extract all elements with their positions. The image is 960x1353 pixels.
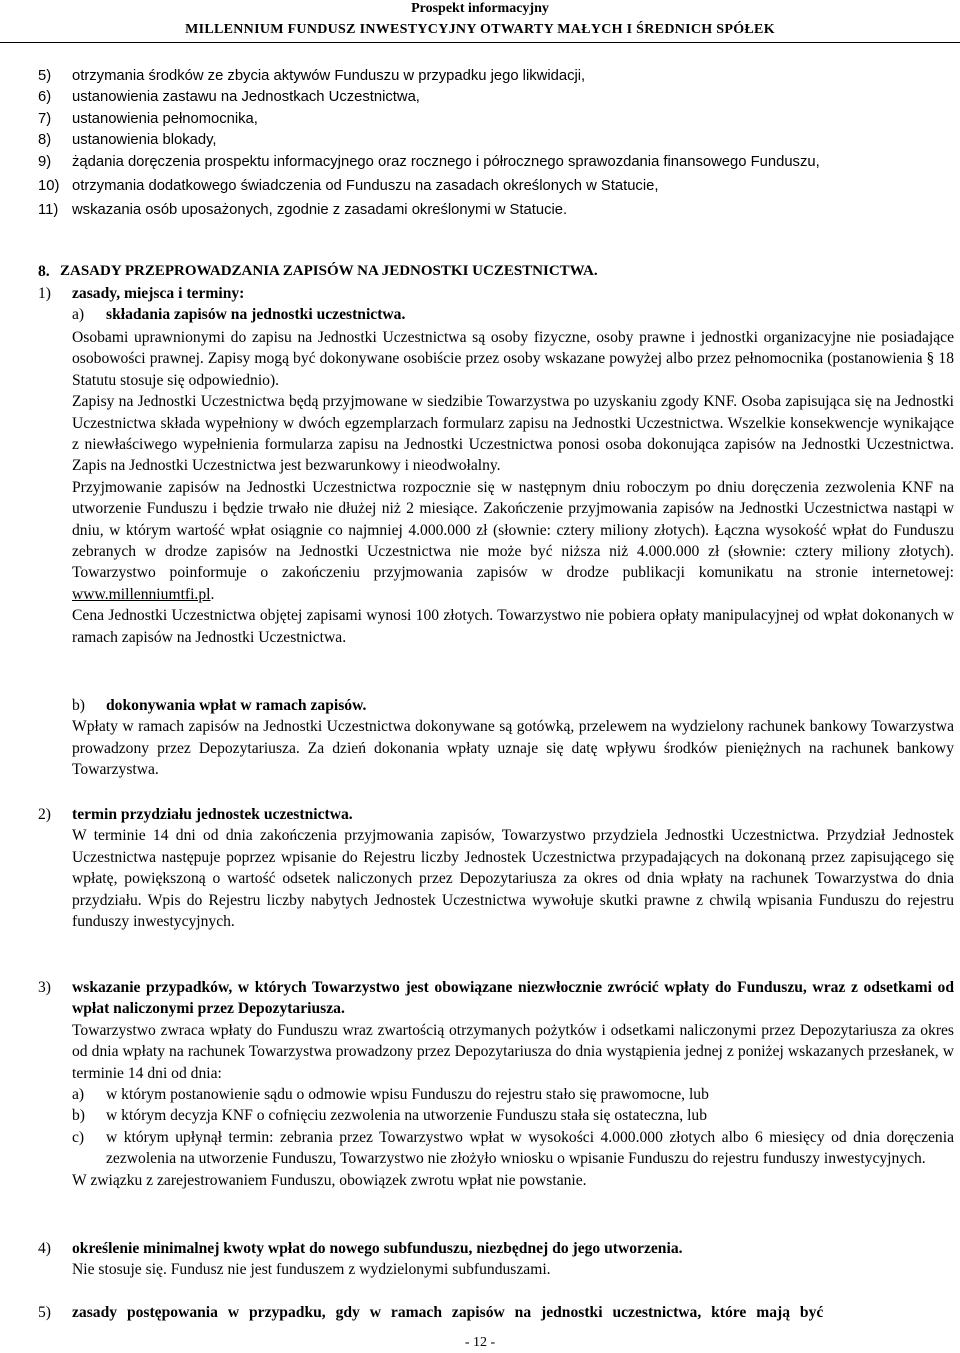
section-8-heading (0, 261, 960, 282)
item-3-title: wskazanie przypadków, w których Towarzystwo jest obowiązane niezwłocznie zwrócić wpłaty do Funduszu, wraz z odsetkami od wpłat naliczonymi przez Depozytariusza. (72, 979, 954, 1018)
rights-list (0, 66, 960, 221)
website-link[interactable]: www.millenniumtfi.pl (72, 585, 211, 603)
list-item: 8) ustanowienia blokady, (38, 132, 217, 149)
list-item: 6) ustanowienia zastawu na Jednostkach Uczestnictwa, (38, 89, 420, 106)
item-2: 2) termin przydziału jednostek uczestnictwa. W terminie 14 dni od dnia zakończenia przyjmowania zapisów, Towarzystwo przydziela Jednostki Uczestnictwa. Przydział Jednostek Uczestnictwa następuje poprzez wpisanie do Rejestru liczby Jednostek Uczestnictwa przypadających na dokonaną przez zapisującego się wpłatę, powiększoną o wartość odsetek naliczonych przez Depozytariusza za okres od dnia wpłaty na rachunek Towarzystwa do dnia przydziału. Wpis do Rejestru liczby nabytych Jednostek Uczestnictwa wywołuje skutki prawne z chwilą wpisania Funduszu do rejestru funduszy inwestycyjnych. (0, 804, 960, 932)
list-item: 10) otrzymania dodatkowego świadczenia od Funduszu na zasadach określonych w Statucie, (38, 177, 659, 194)
item-3: 3) wskazanie przypadków, w których Towarzystwo jest obowiązane niezwłocznie zwrócić wpłaty do Funduszu, wraz z odsetkami od wpłat naliczonymi przez Depozytariusza. Towarzystwo zwraca wpłaty do Funduszu wraz zwartością otrzymanych pożytków i odsetkami naliczonymi przez Depozytariusza za okres od dnia wpłaty na rachunek Towarzystwa prowadzony przez Depozytariusza do dnia wystąpienia jednej z poniżej wskazanych przesłanek, w terminie 14 dni od dnia: a) w którym postanowienie sądu o odmowie wpisu Funduszu do rejestru stało się prawomocne, lub b) w którym decyzja KNF o cofnięciu zezwolenia na utworzenie Funduszu stała się ostateczna, lub c) w którym upłynął termin: zebrania przez Towarzystwo wpłat w wysokości 4.000.000 złotych albo 6 miesięcy od dnia doręczenia zezwolenia na utworzenie Funduszu, Towarzystwo nie złożyło wniosku o wpisanie Funduszu do rejestru funduszy inwestycyjnych. W związku z zarejestrowaniem Funduszu, obowiązek zwrotu wpłat nie powstanie. (0, 977, 960, 1191)
item-2-title: termin przydziału jednostek uczestnictwa. (72, 806, 353, 823)
item-5: 5) zasady postępowania w przypadku, gdy w ramach zapisów na jednostki uczestnictwa, które mają być (0, 1302, 960, 1323)
section-title: ZASADY PRZEPROWADZANIA ZAPISÓW NA JEDNOSTKI UCZESTNICTWA. (60, 263, 598, 279)
paragraph: W związku z zarejestrowaniem Funduszu, obowiązek zwrotu wpłat nie powstanie. (72, 1171, 587, 1189)
paragraph: Osobami uprawnionymi do zapisu na Jednostki Uczestnictwa są osoby fizyczne, osoby prawne i jednostki organizacyjne nie posiadające osobowości prawnej. Zapisy mogą być dokonywane osobiście przez osoby wskazane powyżej albo przez pełnomocnika (postanowienia § 18 Statutu stosuje się odpowiednio). (72, 329, 954, 389)
list-item: c) w którym upłynął termin: zebrania przez Towarzystwo wpłat w wysokości 4.000.000 złotych albo 6 miesięcy od dnia doręczenia zezwolenia na utworzenie Funduszu, Towarzystwo nie złożyło wniosku o wpisanie Funduszu do rejestru funduszy inwestycyjnych. (72, 1128, 954, 1168)
list-item: 7) ustanowienia pełnomocnika, (38, 110, 258, 127)
section-number: 8. (38, 263, 50, 280)
fund-name: MILLENNIUM FUNDUSZ INWESTYCYJNY OTWARTY MAŁYCH I ŚREDNICH SPÓŁEK (185, 22, 775, 37)
list-item: b) w którym decyzja KNF o cofnięciu zezwolenia na utworzenie Funduszu stała się ostateczna, lub (72, 1107, 708, 1125)
paragraph: Przyjmowanie zapisów na Jednostki Uczestnictwa rozpocznie się w następnym dniu roboczym po dniu doręczenia zezwolenia KNF na utworzenie Funduszu i będzie trwało nie dłużej niż 2 miesiące. Zakończenie przyjmowania zapisów na Jednostki Uczestnictwa nastąpi w dniu, w którym wartość wpłat osiągnie co najmniej 4.000.000 zł (słownie: cztery miliony złotych). Łączna wysokość wpłat do Funduszu zebranych w drodze zapisów na Jednostki Uczestnictwa nie może być niższa niż 4.000.000 zł (słownie: cztery miliony złotych). Towarzystwo poinformuje o zakończeniu przyjmowania zapisów w drodze publikacji komunikatu na stronie internetowej: www.millenniumtfi.pl. (72, 478, 954, 603)
page-header (0, 0, 960, 44)
item-1: 1) zasady, miejsca i terminy: a) składania zapisów na jednostki uczestnictwa. (0, 283, 960, 326)
item-5-title: zasady postępowania w przypadku, gdy w ramach zapisów na jednostki uczestnictwa, które mają być (72, 1304, 824, 1321)
header-rule (0, 42, 960, 43)
item-1b-title: dokonywania wpłat w ramach zapisów. (106, 697, 367, 714)
list-item: a) w którym postanowienie sądu o odmowie wpisu Funduszu do rejestru stało się prawomocne, lub (72, 1086, 709, 1104)
item-1b: b) dokonywania wpłat w ramach zapisów. Wpłaty w ramach zapisów na Jednostki Uczestnictwa dokonywane są gotówką, przelewem na wydzielony rachunek bankowy Towarzystwa prowadzony przez Depozytariusza. Za dzień dokonania wpłaty uznaje się datę wpływu środków pieniężnych na rachunek bankowy Towarzystwa. (0, 695, 960, 781)
paragraph: Nie stosuje się. Fundusz nie jest funduszem z wydzielonymi subfunduszami. (72, 1261, 551, 1279)
item-1a-title: składania zapisów na jednostki uczestnictwa. (106, 306, 406, 324)
list-item: 9) żądania doręczenia prospektu informacyjnego oraz rocznego i półrocznego sprawozdania finansowego Funduszu, (38, 153, 820, 170)
page-number: - 12 - (464, 1335, 496, 1350)
paragraph: Zapisy na Jednostki Uczestnictwa będą przyjmowane w siedzibie Towarzystwa po uzyskaniu zgody KNF. Osoba zapisująca się na Jednostki Uczestnictwa składa wypełniony w dwóch egzemplarzach formularz zapisu na Jednostki Uczestnictwa. Wszelkie konsekwencje wynikające z niewłaściwego wypełnienia formularza zapisu na Jednostki Uczestnictwa ponosi osoba dokonująca zapisów na Jednostki Uczestnictwa. Zapis na Jednostki Uczestnictwa jest bezwarunkowy i nieodwołalny. (72, 393, 954, 475)
paragraph: Cena Jednostki Uczestnictwa objętej zapisami wynosi 100 złotych. Towarzystwo nie pobiera opłaty manipulacyjnej od wpłat dokonanych w ramach zapisów na Jednostki Uczestnictwa. (72, 607, 954, 646)
section-1a-body (0, 327, 960, 648)
list-item: 5) otrzymania środków ze zbycia aktywów Funduszu w przypadku jego likwidacji, (38, 68, 586, 84)
paragraph: Wpłaty w ramach zapisów na Jednostki Uczestnictwa dokonywane są gotówką, przelewem na wydzielony rachunek bankowy Towarzystwa prowadzony przez Depozytariusza. Za dzień dokonania wpłaty uznaje się datę wpływu środków pieniężnych na rachunek bankowy Towarzystwa. (72, 718, 954, 779)
item-1-title: zasady, miejsca i terminy: (72, 285, 245, 302)
item-4: 4) określenie minimalnej kwoty wpłat do nowego subfunduszu, niezbędnej do jego utworzenia. Nie stosuje się. Fundusz nie jest funduszem z wydzielonymi subfunduszami. (0, 1238, 960, 1281)
paragraph: Towarzystwo zwraca wpłaty do Funduszu wraz zwartością otrzymanych pożytków i odsetkami naliczonymi przez Depozytariusza za okres od dnia wpłaty na rachunek Towarzystwa prowadzony przez Depozytariusza do dnia wystąpienia jednej z poniżej wskazanych przesłanek, w terminie 14 dni od dnia: (72, 1021, 954, 1082)
item-4-title: określenie minimalnej kwoty wpłat do nowego subfunduszu, niezbędnej do jego utworzenia. (72, 1240, 683, 1257)
list-item: 11) wskazania osób uposażonych, zgodnie z zasadami określonymi w Statucie. (38, 201, 568, 218)
paragraph: W terminie 14 dni od dnia zakończenia przyjmowania zapisów, Towarzystwo przydziela Jednostki Uczestnictwa. Przydział Jednostek Uczestnictwa następuje poprzez wpisanie do Rejestru liczby Jednostek Uczestnictwa przypadających na dokonaną przez zapisującego się wpłatę, powiększoną o wartość odsetek naliczonych przez Depozytariusza za okres od dnia wpłaty na rachunek Towarzystwa do dnia przydziału. Wpis do Rejestru liczby nabytych Jednostek Uczestnictwa wywołuje skutki prawne z chwilą wpisania Funduszu do rejestru funduszy inwestycyjnych. (72, 827, 954, 931)
document-title: Prospekt informacyjny (411, 1, 549, 16)
